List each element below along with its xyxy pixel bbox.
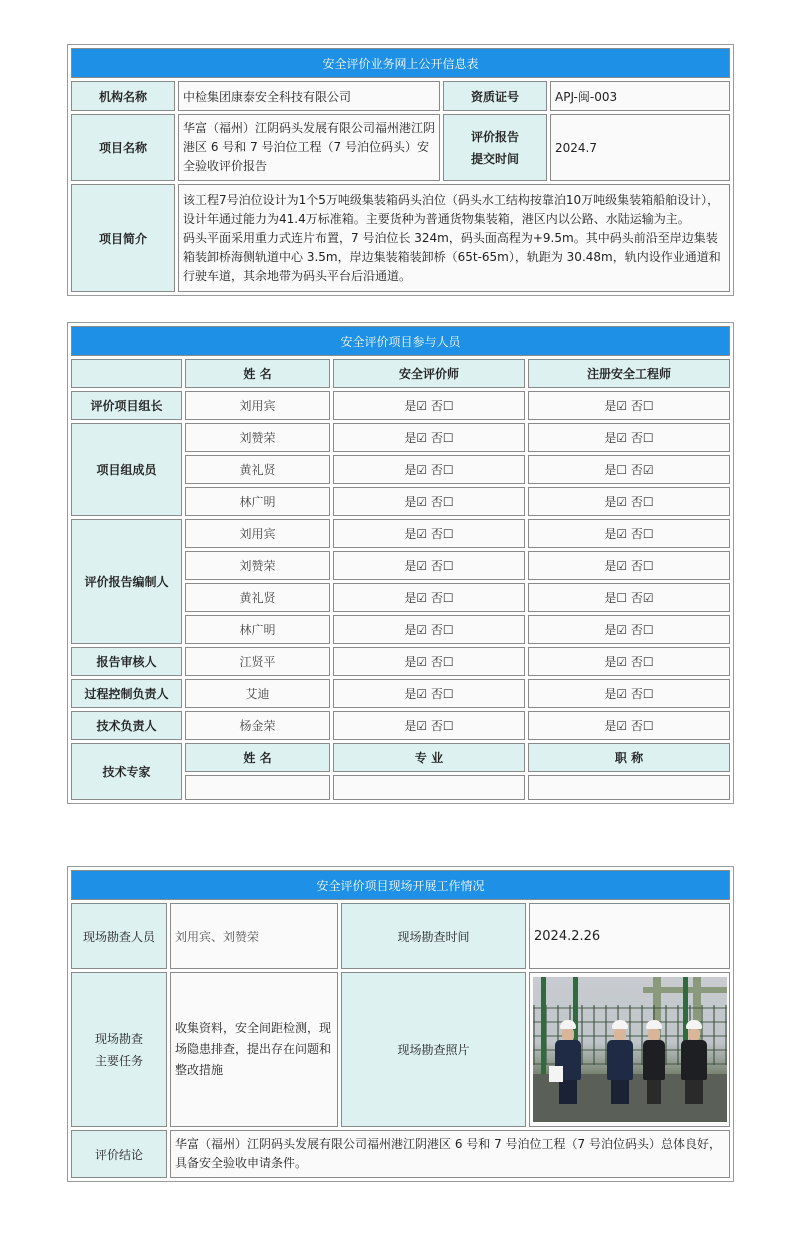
- intro-value: [178, 184, 730, 292]
- intro-line-1: 该工程7号泊位设计为1个5万吨级集装箱码头泊位（码头水工结构按靠泊10万吨级集装箱船舶设计），设计年通过能力为41.4万标准箱。主要货种为普通货物集装箱，港区内以公路、水陆运输为主。: [183, 192, 720, 226]
- person-name: 刘赞荣: [185, 551, 330, 580]
- submit-label: [443, 114, 547, 181]
- corner-cell: [71, 359, 182, 388]
- evaluator-checkbox: 是☑ 否☐: [333, 583, 525, 612]
- evaluator-checkbox: 是☑ 否☐: [333, 615, 525, 644]
- person-name: 杨金荣: [185, 711, 330, 740]
- engineer-checkbox: 是☑ 否☐: [528, 679, 730, 708]
- engineer-checkbox: 是☑ 否☐: [528, 551, 730, 580]
- expert-col-title: 职 称: [528, 743, 730, 772]
- engineer-checkbox: 是☑ 否☐: [528, 615, 730, 644]
- evaluator-checkbox: 是☑ 否☐: [333, 391, 525, 420]
- engineer-checkbox: 是☑ 否☐: [528, 647, 730, 676]
- evaluator-checkbox: 是☑ 否☐: [333, 647, 525, 676]
- project-label: 项目名称: [71, 114, 175, 181]
- survey-time-label: 现场勘查时间: [341, 903, 526, 969]
- org-label: 机构名称: [71, 81, 175, 111]
- evaluator-checkbox: 是☑ 否☐: [333, 455, 525, 484]
- evaluator-checkbox: 是☑ 否☐: [333, 551, 525, 580]
- engineer-checkbox: 是☑ 否☐: [528, 423, 730, 452]
- col-name-header: 姓 名: [185, 359, 330, 388]
- expert-major-empty: [333, 775, 525, 800]
- person-name: 江贤平: [185, 647, 330, 676]
- col-evaluator-header: 安全评价师: [333, 359, 525, 388]
- photo-label: 现场勘查照片: [341, 972, 526, 1127]
- document-paper: [549, 1066, 563, 1082]
- person-name: 林广明: [185, 615, 330, 644]
- conclusion-value: 华富（福州）江阴码头发展有限公司福州港江阴港区 6 号和 7 号泊位工程（7 号泊位码头）总体良好，具备安全验收申请条件。: [170, 1130, 730, 1178]
- field-table-title: 安全评价项目现场开展工作情况: [71, 870, 730, 900]
- survey-people-label: 现场勘查人员: [71, 903, 167, 969]
- role-leader: 评价项目组长: [71, 391, 182, 420]
- project-value: 华富（福州）江阴码头发展有限公司福州港江阴港区 6 号和 7 号泊位工程（7 号泊位码头）安全验收评价报告: [178, 114, 440, 181]
- person-name: 刘用宾: [185, 391, 330, 420]
- task-label: [71, 972, 167, 1127]
- engineer-checkbox: 是☐ 否☑: [528, 583, 730, 612]
- photo-cell: [529, 972, 730, 1127]
- task-label-line2: 主要任务: [94, 1053, 143, 1068]
- intro-label: 项目简介: [71, 184, 175, 292]
- survey-time-value: 2024.2.26: [529, 903, 730, 969]
- evaluator-checkbox: 是☑ 否☐: [333, 487, 525, 516]
- evaluator-checkbox: 是☑ 否☐: [333, 679, 525, 708]
- role-process-control: 过程控制负责人: [71, 679, 182, 708]
- field-table: [67, 866, 734, 1182]
- task-label-line1: 现场勘查: [94, 1031, 143, 1046]
- org-value: 中检集团康泰安全科技有限公司: [178, 81, 440, 111]
- role-members: 项目组成员: [71, 423, 182, 516]
- engineer-checkbox: 是☑ 否☐: [528, 391, 730, 420]
- person-name: 黄礼贤: [185, 583, 330, 612]
- info-table: [67, 44, 734, 296]
- expert-title-empty: [528, 775, 730, 800]
- evaluator-checkbox: 是☑ 否☐: [333, 519, 525, 548]
- fence-post: [541, 977, 546, 1077]
- staff-table: [67, 322, 734, 804]
- expert-col-major: 专 业: [333, 743, 525, 772]
- survey-people-value: 刘用宾、刘赞荣: [170, 903, 338, 969]
- role-reviewer: 报告审核人: [71, 647, 182, 676]
- engineer-checkbox: 是☑ 否☐: [528, 519, 730, 548]
- submit-value: 2024.7: [550, 114, 730, 181]
- person-name: 林广明: [185, 487, 330, 516]
- task-value: 收集资料，安全间距检测，现场隐患排查，提出存在问题和整改措施: [170, 972, 338, 1127]
- expert-col-name: 姓 名: [185, 743, 330, 772]
- engineer-checkbox: 是☐ 否☑: [528, 455, 730, 484]
- person-name: 刘用宾: [185, 519, 330, 548]
- person-name: 刘赞荣: [185, 423, 330, 452]
- person-figure: [607, 1020, 633, 1104]
- engineer-checkbox: 是☑ 否☐: [528, 711, 730, 740]
- role-technical-expert: 技术专家: [71, 743, 182, 800]
- evaluator-checkbox: 是☑ 否☐: [333, 423, 525, 452]
- engineer-checkbox: 是☑ 否☐: [528, 487, 730, 516]
- staff-table-title: 安全评价项目参与人员: [71, 326, 730, 356]
- submit-label-line1: 评价报告: [470, 129, 519, 144]
- evaluator-checkbox: 是☑ 否☐: [333, 711, 525, 740]
- cert-value: APJ-闽-003: [550, 81, 730, 111]
- intro-line-2: 码头平面采用重力式连片布置，7 号泊位长 324m，码头面高程为+9.5m。其中码头前沿至岸边集装箱装卸桥海侧轨道中心 3.5m，岸边集装箱装卸桥（65t-65m），轨距为 30.48m，轨内设作业通道和行驶车道，其余地带为码头平台后沿通道。: [183, 230, 721, 283]
- person-figure: [643, 1020, 665, 1104]
- role-report-writers: 评价报告编制人: [71, 519, 182, 644]
- person-name: 黄礼贤: [185, 455, 330, 484]
- conclusion-label: 评价结论: [71, 1130, 167, 1178]
- info-table-title: 安全评价业务网上公开信息表: [71, 48, 730, 78]
- expert-name-empty: [185, 775, 330, 800]
- submit-label-line2: 提交时间: [470, 151, 519, 166]
- role-technical-lead: 技术负责人: [71, 711, 182, 740]
- person-figure: [555, 1020, 581, 1104]
- cert-label: 资质证号: [443, 81, 547, 111]
- col-engineer-header: 注册安全工程师: [528, 359, 730, 388]
- person-name: 艾迪: [185, 679, 330, 708]
- person-figure: [681, 1020, 707, 1104]
- site-photo: [533, 977, 727, 1122]
